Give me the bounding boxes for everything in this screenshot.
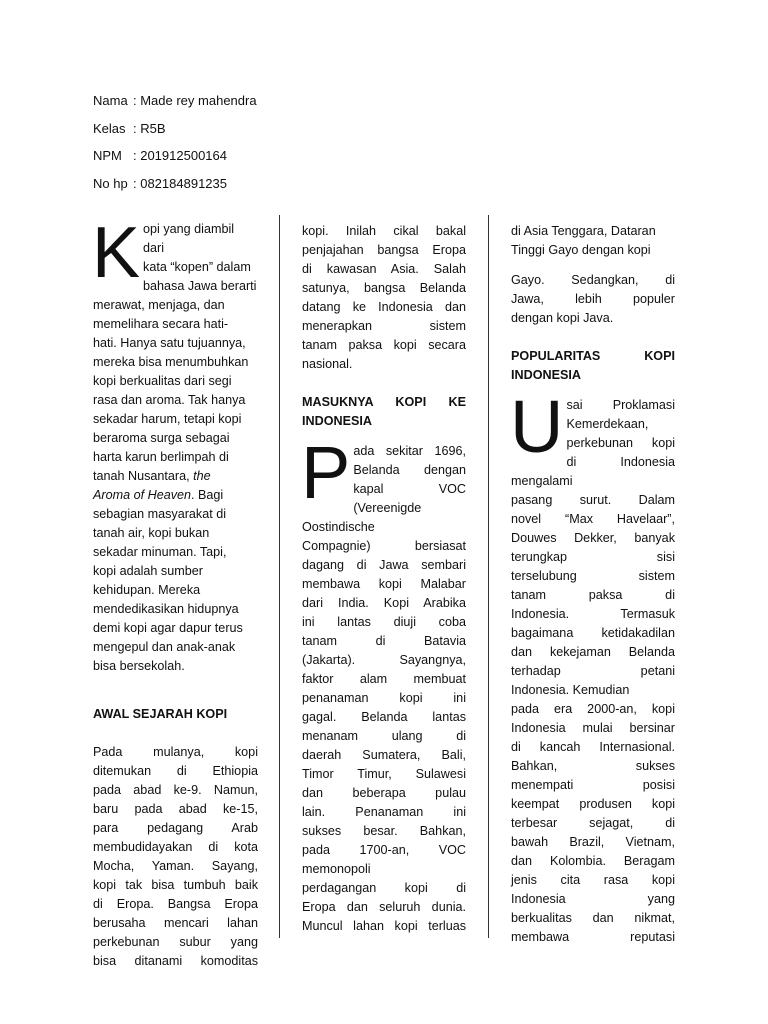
body-line: Tinggi Gayo dengan kopi	[511, 243, 651, 257]
body-line: membawa kopi Malabar	[302, 577, 466, 591]
intro-line: mendedikasikan hidupnya	[93, 602, 239, 616]
body-line: Kemerdekaan,	[566, 417, 649, 431]
body-line: para pedagang Arab	[93, 821, 258, 835]
body-line: menanam ulang di	[302, 729, 466, 743]
intro-line: rasa dan aroma. Tak hanya	[93, 393, 246, 407]
info-value: : 201912500164	[133, 148, 227, 163]
body-line: Jawa, lebih populer	[511, 292, 675, 306]
body-line: ada sekitar 1696,	[353, 444, 466, 458]
body-line: pasang surut. Dalam	[511, 493, 675, 507]
intro-line: sebagian masyarakat di	[93, 507, 227, 521]
body-line: pada era 2000-an, kopi	[511, 702, 675, 716]
body-line: di kancah Internasional.	[511, 740, 675, 754]
body-line: Pada mulanya, kopi	[93, 745, 258, 759]
italic-phrase: Aroma of Heaven	[93, 488, 192, 502]
info-key: Nama	[93, 93, 128, 108]
body-line: terungkap sisi	[511, 550, 675, 564]
body-line: gagal. Belanda lantas	[302, 710, 466, 724]
paragraph	[511, 271, 675, 328]
column-3	[511, 222, 675, 947]
body-line: bawah Brazil, Vietnam,	[511, 835, 675, 849]
body-line: perkebunan subur yang	[93, 935, 258, 949]
body-line: kopi. Inilah cikal bakal	[302, 224, 466, 238]
intro-line: harta karun berlimpah di	[93, 450, 229, 464]
info-value: : 082184891235	[133, 175, 227, 191]
body-line: di Asia Tenggara, Dataran	[511, 224, 656, 238]
section-body	[510, 385, 675, 947]
intro-line: sekadar minuman. Tapi,	[93, 545, 227, 559]
body-line: novel “Max Havelaar”,	[511, 512, 675, 526]
body-line: Timor Timur, Sulawesi	[302, 767, 466, 781]
body-line: dan beberapa pulau	[302, 786, 466, 800]
body-line: sukses besar. Bahkan,	[302, 824, 466, 838]
continued-paragraph	[302, 222, 466, 374]
body-line: penjajahan bangsa Eropa	[302, 243, 466, 257]
section-heading: AWAL SEJARAH KOPI	[93, 707, 228, 721]
body-line: tanam di Batavia	[302, 634, 466, 648]
body-line: satunya, bangsa Belanda	[302, 281, 466, 295]
body-line: dan kekejaman Belanda	[511, 645, 675, 659]
section-body	[93, 743, 258, 971]
continued-paragraph	[511, 222, 675, 260]
intro-line: demi kopi agar dapur terus	[93, 621, 243, 635]
body-line: (Jakarta). Sayangnya,	[302, 653, 466, 667]
intro-paragraph	[92, 213, 258, 676]
intro-line: tanah air, kopi bukan	[93, 526, 210, 540]
info-row-npm	[93, 142, 257, 170]
body-line: dan Kolombia. Beragam	[511, 854, 675, 868]
intro-line: kata “kopen” dalam	[143, 260, 251, 274]
body-line: Gayo. Sedangkan, di	[511, 273, 675, 287]
body-line: perkebunan kopi	[566, 436, 675, 450]
body-line: menempati posisi	[511, 778, 675, 792]
body-line: sai Proklamasi	[566, 398, 675, 412]
intro-line: kopi berkualitas dari segi	[93, 374, 232, 388]
body-line: memonopoli	[302, 862, 371, 876]
body-line: di kawasan Asia. Salah	[302, 262, 466, 276]
body-line: perdagangan kopi di	[302, 881, 466, 895]
body-line: di Eropa. Bangsa Eropa	[93, 897, 258, 911]
intro-line: opi yang diambil dari	[143, 222, 235, 255]
body-line: Indonesia yang	[511, 892, 675, 906]
info-value: : Made rey mahendra	[133, 93, 257, 108]
body-line: Indonesia. Termasuk	[511, 607, 675, 621]
body-line: menerapkan sistem	[302, 319, 466, 333]
body-line: Indonesia mulai bersinar	[511, 721, 675, 735]
intro-line: mereka bisa menumbuhkan	[93, 355, 249, 369]
body-line: Mocha, Yaman. Sayang,	[93, 859, 258, 873]
intro-line: sekadar harum, tetapi kopi	[93, 412, 242, 426]
intro-line: tanah Nusantara,	[93, 469, 190, 483]
body-line: kapal VOC	[353, 482, 466, 496]
body-line: bisa ditanami komoditas	[93, 954, 258, 968]
body-line: Eropa dan seluruh dunia.	[302, 900, 466, 914]
intro-line: bisa bersekolah.	[93, 659, 185, 673]
body-line: membawa reputasi	[511, 930, 675, 944]
dropcap-p: P	[301, 431, 351, 514]
section-heading: INDONESIA	[511, 368, 581, 382]
body-line: membudidayakan di kota	[93, 840, 258, 854]
intro-line: merawat, menjaga, dan	[93, 298, 225, 312]
intro-line: memelihara secara hati-	[93, 317, 229, 331]
body-line: berkualitas dan nikmat,	[511, 911, 675, 925]
body-line: nasional.	[302, 357, 353, 371]
intro-line: kehidupan. Mereka	[93, 583, 201, 597]
body-line: tanam paksa kopi secara	[302, 338, 466, 352]
info-value: : R5B	[133, 120, 166, 136]
body-line: datang ke Indonesia dan	[302, 300, 466, 314]
body-line: Muncul lahan kopi terluas	[302, 919, 466, 933]
body-line: pada abad ke-9. Namun,	[93, 783, 258, 797]
intro-line: beraroma surga sebagai	[93, 431, 230, 445]
body-line: Indonesia. Kemudian	[511, 683, 630, 697]
section-heading: INDONESIA	[302, 414, 372, 428]
body-line: Bahkan, sukses	[511, 759, 675, 773]
body-line: ditemukan di Ethiopia	[93, 764, 258, 778]
intro-line: hati. Hanya satu tujuannya,	[93, 336, 246, 350]
body-line: jenis cita rasa kopi	[511, 873, 675, 887]
body-line: baru pada abad ke-15,	[93, 802, 258, 816]
column-2	[302, 222, 466, 936]
italic-phrase: the	[193, 469, 211, 483]
body-line: tanam paksa di	[511, 588, 675, 602]
body-line: berusaha mencari lahan	[93, 916, 258, 930]
info-key: No hp	[93, 175, 128, 191]
body-line: dari India. Kopi Arabika	[302, 596, 466, 610]
info-row-nama	[93, 87, 257, 115]
body-line: di Indonesia mengalami	[511, 455, 675, 488]
body-line: ini lantas diuji coba	[302, 615, 466, 629]
body-line: terbesar sejagat, di	[511, 816, 675, 830]
intro-line: kopi adalah sumber	[93, 564, 203, 578]
info-key: Kelas	[93, 120, 126, 136]
body-line: pada 1700-an, VOC	[302, 843, 466, 857]
intro-line-with-italic	[93, 467, 258, 486]
body-line: keempat produsen kopi	[511, 797, 675, 811]
intro-line: mengepul dan anak-anak	[93, 640, 236, 654]
section-heading: POPULARITAS KOPI	[511, 349, 675, 363]
body-line: Douwes Dekker, banyak	[511, 531, 675, 545]
section-heading: MASUKNYA KOPI KE	[302, 395, 466, 409]
intro-line: bahasa Jawa berarti	[143, 279, 257, 293]
body-line: lain. Penanaman ini	[302, 805, 466, 819]
body-line: terhadap petani	[511, 664, 675, 678]
dropcap-u: U	[510, 385, 564, 468]
body-line: daerah Sumatera, Bali,	[302, 748, 466, 762]
section-body	[301, 431, 466, 936]
intro-line: . Bagi	[191, 488, 224, 502]
body-line: (Vereenigde Oostindische	[302, 501, 422, 534]
column-divider-left	[279, 215, 280, 938]
body-line: dengan kopi Java.	[511, 311, 614, 325]
body-line: penanaman kopi ini	[302, 691, 466, 705]
body-line: terselubung sistem	[511, 569, 675, 583]
body-line: dagang di Jawa sembari	[302, 558, 466, 572]
student-info	[93, 87, 257, 197]
column-divider-right	[488, 215, 489, 938]
info-row-kelas	[93, 115, 257, 143]
column-1	[92, 213, 258, 971]
info-row-nohp	[93, 170, 257, 198]
body-line: faktor alam membuat	[302, 672, 466, 686]
body-line: Belanda dengan	[353, 463, 466, 477]
intro-line-with-italic	[93, 486, 258, 505]
dropcap-k: K	[92, 213, 141, 293]
body-line: Compagnie) bersiasat	[302, 539, 466, 553]
body-line: kopi tak bisa tumbuh baik	[93, 878, 258, 892]
info-key: NPM	[93, 148, 122, 163]
body-line: bagaimana ketidakadilan	[511, 626, 675, 640]
